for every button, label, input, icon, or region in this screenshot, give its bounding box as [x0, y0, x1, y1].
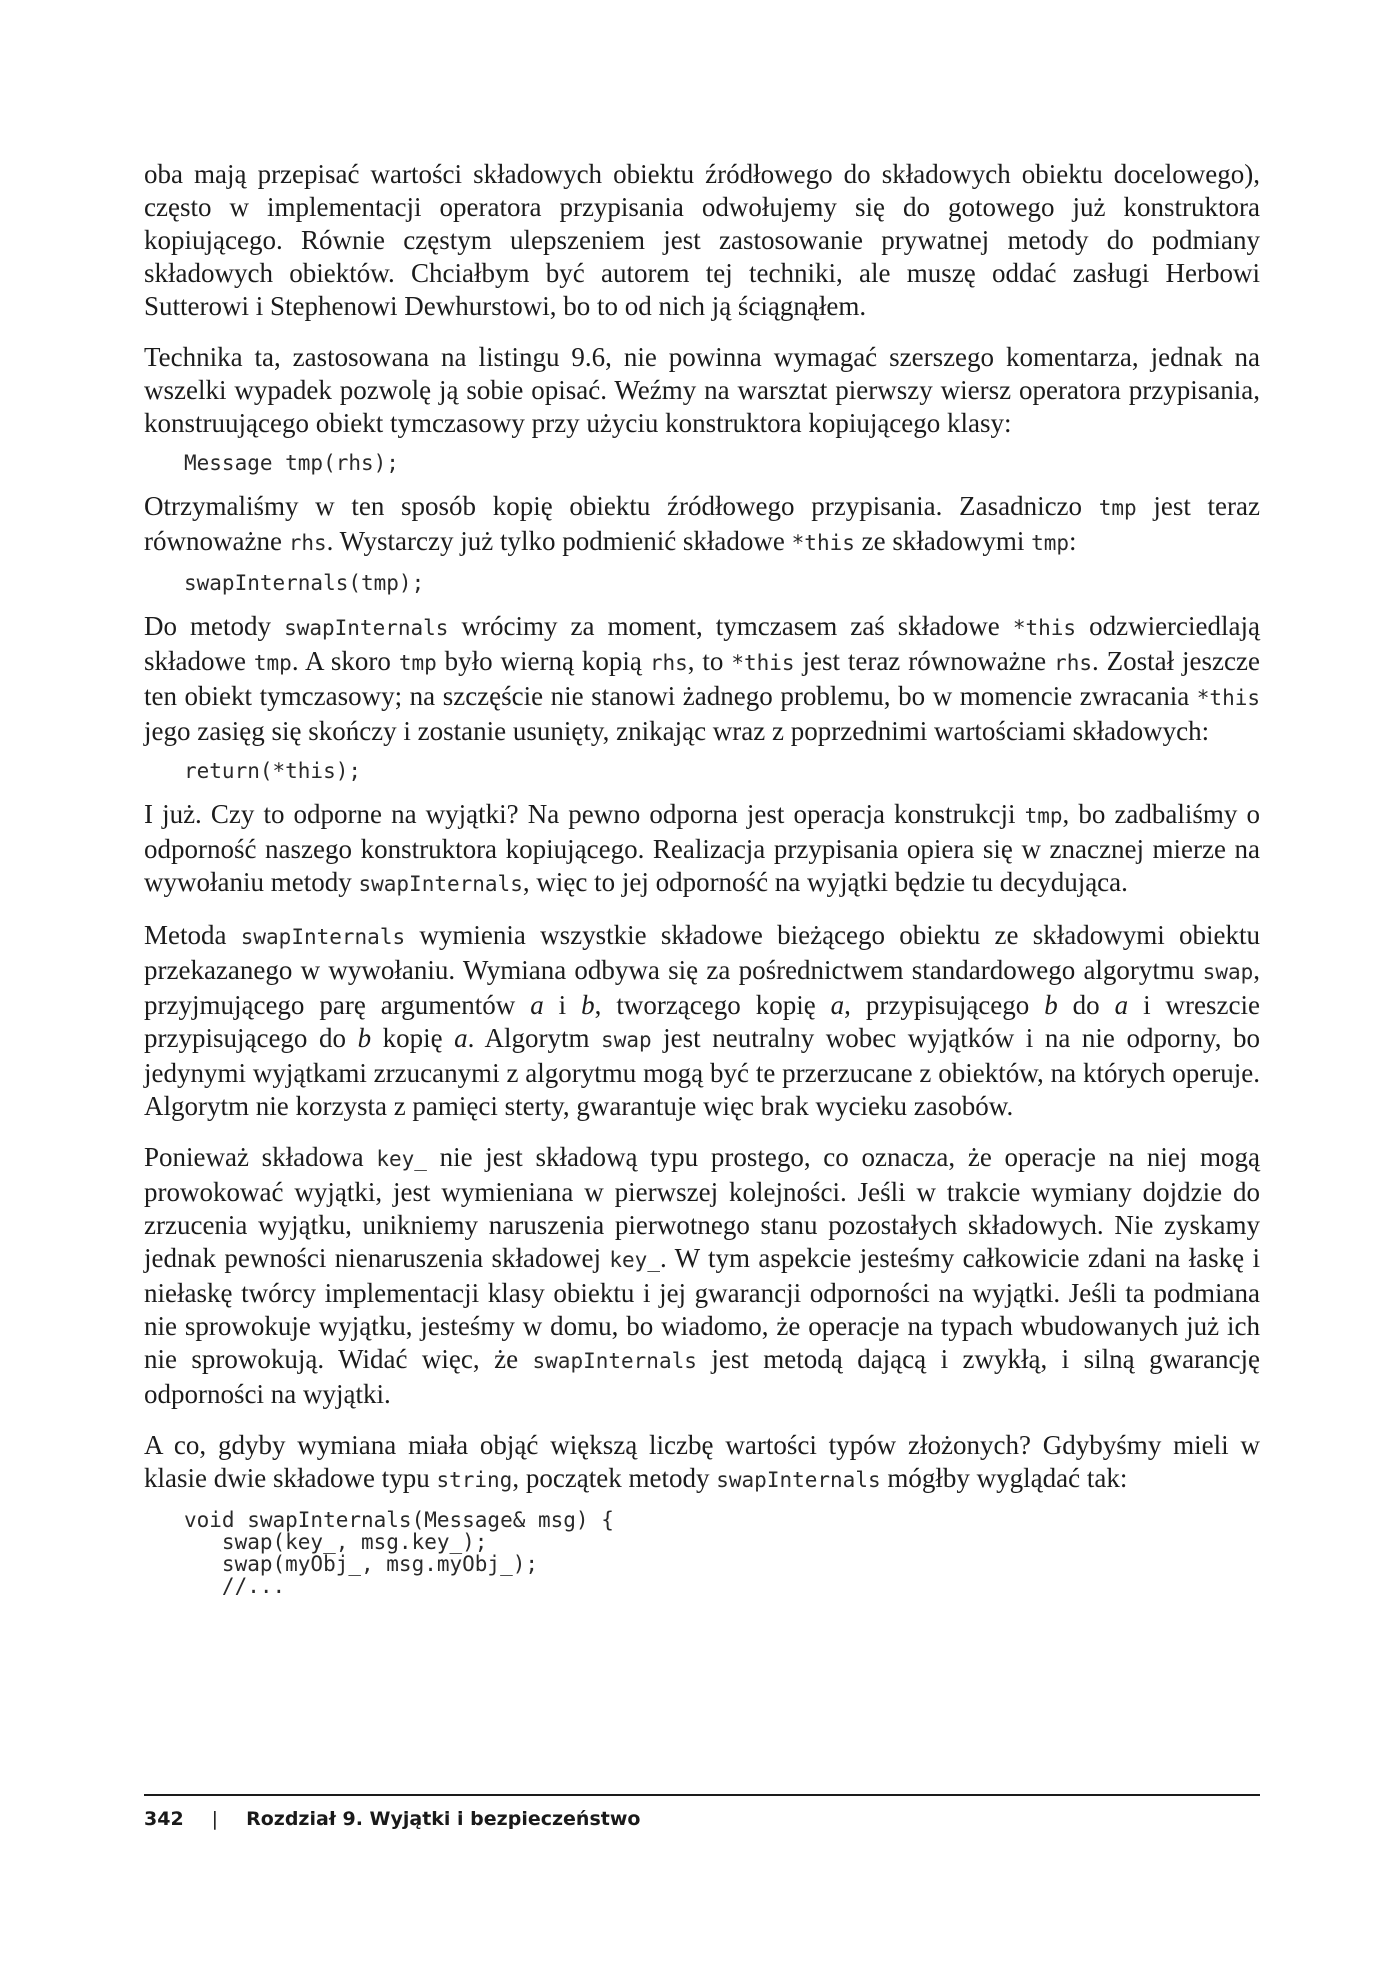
inline-code: swapInternals [284, 616, 449, 640]
text-span: Do metody [144, 611, 285, 641]
text-span: Otrzymaliśmy w ten sposób kopię obiektu źródłowego przypisania. Zasadniczo [144, 491, 1099, 521]
text-span: A co, gdyby wymiana miała objąć większą liczbę wartości typów złożonych? Gdybyśmy mieli w klasie dwie składowe typu [144, 1430, 1260, 1493]
text-span: , początek metody [512, 1463, 717, 1493]
text-span: kopię [371, 1023, 455, 1053]
text-span: . W tym aspekcie jesteśmy całkowicie zdani na łaskę i niełaskę twórcy implementacji klasy obiektu i jej gwarancji odporności na wyjątki. Jeśli ta podmiana nie sprowokuje wyjątku, jesteśmy w domu, bo wiadomo, że operacje na typach wbudowanych już ich nie sprowokują. Widać więc, że [144, 1243, 1261, 1374]
paragraph-6 [144, 919, 1260, 1123]
page-body [144, 158, 1260, 1613]
inline-code: tmp [1024, 804, 1063, 828]
paragraph-4 [144, 610, 1260, 748]
text-span: do [1057, 990, 1115, 1020]
text-span: , to [687, 646, 732, 676]
inline-code: *this [731, 651, 795, 675]
inline-code: swapInternals [716, 1468, 881, 1492]
text-span: , tworzącego kopię [594, 990, 831, 1020]
inline-code: rhs [649, 651, 688, 675]
text-span: jest metodą dającą i zwykłą, i silną gwarancję odporności na wyjątki. [144, 1344, 1260, 1409]
variable: b [581, 990, 595, 1020]
text-span: . Algorytm [467, 1023, 602, 1053]
text-span: mógłby wyglądać tak: [880, 1463, 1128, 1493]
text-span: , bo zadbaliśmy o odporność naszego konstruktora kopiującego. Realizacja przypisania opiera się w znacznej mierze na wywołaniu metody [144, 799, 1260, 897]
text-span: jego zasięg się skończy i zostanie usunięty, znikając wraz z poprzednimi wartościami składowych: [144, 716, 1210, 746]
text-span: Ponieważ składowa [144, 1142, 377, 1172]
text-span: jest teraz równoważne [144, 491, 1260, 556]
text-span: wrócimy za moment, tymczasem zaś składowe [448, 611, 1013, 641]
text-span: , przypisującego [844, 990, 1045, 1020]
text-span: jest neutralny wobec wyjątków i na nie odporny, bo jedynymi wyjątkami zrzucanymi z algorytmu mogą być te przerzucane z obiektów, na których operuje. Algorytm nie korzysta z pamięci sterty, gwarantuje więc brak wycieku zasobów. [144, 1023, 1260, 1121]
inline-code: tmp [398, 651, 437, 675]
paragraph-8 [144, 1429, 1260, 1497]
code-block-4: void swapInternals(Message& msg) { swap(key_, msg.key_); swap(myObj_, msg.myObj_); //... [184, 1508, 614, 1598]
variable: a [830, 990, 845, 1020]
inline-code: swapInternals [240, 925, 406, 949]
inline-code: swapInternals [532, 1349, 697, 1373]
variable: b [357, 1023, 372, 1053]
inline-code: key_ [376, 1147, 427, 1171]
page-footer [144, 1794, 1260, 1830]
paragraph-1: oba mają przepisać wartości składowych obiektu źródłowego do składowych obiektu docelowego), często w implementacji operatora przypisania odwołujemy się do gotowego już konstruktora kopiującego. Równie częstym ulepszeniem jest zastosowanie prywatnej metody do podmiany składowych obiektów. Chciałbym być autorem tej techniki, ale muszę oddać zasługi Herbowi Sutterowi i Stephenowi Dewhurstowi, bo to od nich ją ściągnąłem. [144, 159, 1260, 321]
text-span: I już. Czy to odporne na wyjątki? Na pewno odporna jest operacja konstrukcji [144, 799, 1025, 829]
text-span: . Został jeszcze ten obiekt tymczasowy; na szczęście nie stanowi żadnego problemu, bo w momencie zwracania [144, 646, 1260, 711]
inline-code: rhs [1054, 651, 1092, 675]
text-span: nie jest składową typu prostego, co oznacza, że operacje na niej mogą prowokować wyjątki, jest wymieniana w pierwszej kolejności. Jeśli w trakcie wymiany dojdzie do zrzucenia wyjątku, unikniemy naruszenia pierwotnego stanu pozostałych składowych. Nie zyskamy jednak pewności nienaruszenia składowej [144, 1142, 1260, 1273]
text-span: wymienia wszystkie składowe bieżącego obiektu ze składowymi obiektu przekazanego w wywołaniu. Wymiana odbywa się za pośrednictwem standardowego algorytmu [144, 920, 1260, 985]
paragraph-5 [144, 798, 1260, 901]
inline-code: string [436, 1468, 513, 1492]
text-span: : [1069, 526, 1077, 556]
text-span: . Wystarczy już tylko podmienić składowe [326, 526, 792, 556]
page-number: 342 [144, 1808, 184, 1830]
footer-separator: | [211, 1808, 219, 1830]
inline-code: swapInternals [358, 872, 523, 896]
variable: b [1044, 990, 1058, 1020]
variable: a [1114, 990, 1129, 1020]
text-span: Metoda [144, 920, 241, 950]
variable: a [530, 990, 544, 1020]
inline-code: key_ [609, 1248, 660, 1272]
inline-code: *this [791, 531, 855, 555]
inline-code: *this [1012, 616, 1077, 640]
text-span: i [543, 990, 582, 1020]
text-span: i wreszcie przypisującego do [144, 990, 1260, 1053]
paragraph-3 [144, 490, 1260, 560]
inline-code: swap [601, 1028, 652, 1052]
variable: a [454, 1023, 468, 1053]
inline-code: *this [1196, 686, 1260, 710]
code-block-1: Message tmp(rhs); [184, 451, 399, 475]
inline-code: tmp [253, 651, 292, 675]
text-span: , przyjmującego parę argumentów [144, 955, 1260, 1020]
inline-code: swap [1202, 960, 1254, 984]
code-block-3: return(*this); [184, 759, 362, 783]
inline-code: rhs [288, 531, 327, 555]
text-span: było wierną kopią [436, 646, 650, 676]
chapter-title: Rozdział 9. Wyjątki i bezpieczeństwo [246, 1808, 641, 1830]
text-span: . A skoro [291, 646, 399, 676]
paragraph-2: Technika ta, zastosowana na listingu 9.6, nie powinna wymagać szerszego komentarza, jednak na wszelki wypadek pozwolę ją sobie opisać. Weźmy na warsztat pierwszy wiersz operatora przypisania, konstruującego obiekt tymczasowy przy użyciu konstruktora kopiującego klasy: [144, 342, 1260, 438]
text-span: jest teraz równoważne [794, 646, 1055, 676]
paragraph-7 [144, 1141, 1260, 1411]
text-span: odzwierciedlają składowe [144, 611, 1260, 676]
code-block-2: swapInternals(tmp); [184, 571, 425, 595]
text-span: , więc to jej odporność na wyjątki będzie tu decydująca. [522, 867, 1128, 897]
text-span: ze składowymi [854, 526, 1032, 556]
inline-code: tmp [1098, 496, 1137, 520]
inline-code: tmp [1031, 531, 1070, 555]
